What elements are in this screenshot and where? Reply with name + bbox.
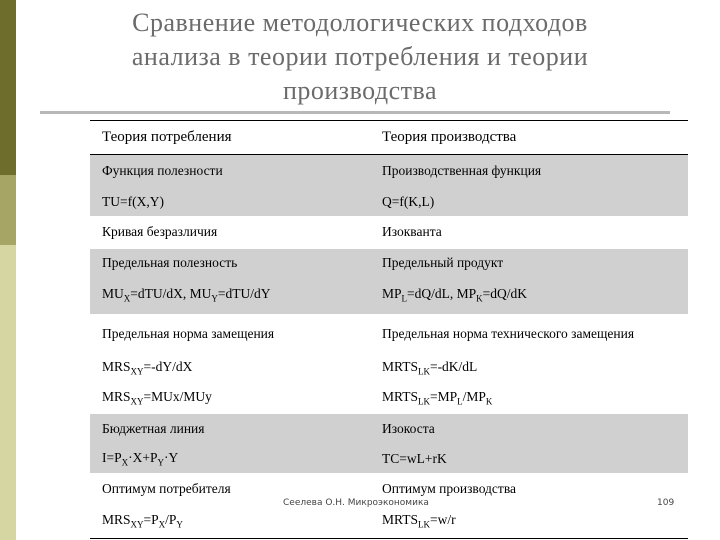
table-row (90, 382, 688, 414)
table-row (90, 505, 688, 539)
table-header-row (90, 121, 688, 155)
title-divider (40, 111, 670, 114)
sidebar-dark-block (0, 0, 16, 175)
table-row (90, 414, 688, 445)
page-number: 109 (657, 498, 675, 508)
cell-consumption: Предельная полезность (90, 249, 370, 277)
cell-consumption: $MRS_{XY}=MUx$/MUy (102, 388, 212, 407)
cell-production: $MRTS_{LK}=MP_L/MP_K$ (382, 388, 493, 407)
cell-consumption: Кривая безразличия (102, 224, 218, 239)
cell-production: Оптимум производства (382, 480, 517, 496)
slide-title (40, 6, 680, 108)
comparison-table (90, 120, 688, 539)
cell-consumption: $MU_X=dTU/dX$, $MU_Y=dTU/dY$ (90, 277, 370, 314)
cell-production: Изокоста (370, 414, 688, 445)
cell-production: $MP_L=dQ/dL$, $MP_K=dQ/dK$ (370, 277, 688, 314)
cell-production: TC=wL+rK (370, 445, 688, 473)
table-row (90, 354, 688, 382)
cell-production: Производственная функция (370, 155, 688, 188)
cell-consumption: $MRS_{XY}=P_X/P_Y$ (90, 505, 370, 539)
cell-consumption: Функция полезности (90, 155, 370, 188)
table-row (90, 216, 688, 249)
cell-consumption: TU=f(X,Y) (90, 188, 370, 216)
table-row (90, 249, 688, 277)
header-consumption: Теория потребления (90, 121, 370, 155)
cell-consumption: Бюджетная линия (90, 414, 370, 445)
cell-consumption: Оптимум потребителя (102, 480, 231, 496)
cell-production: Q=f(K,L) (370, 188, 688, 216)
cell-production: Предельная норма технического замещения (382, 325, 635, 341)
title-line-1: Сравнение методологических подходов (132, 8, 588, 37)
cell-consumption: $MRS_{XY}=-dY/dX$ (102, 358, 193, 377)
table-row (90, 277, 688, 314)
cell-production: $MRTS_{LK}=w/r$ (370, 505, 688, 539)
cell-consumption: Предельная норма замещения (102, 325, 275, 341)
table-row (90, 445, 688, 473)
sidebar-accent-block (0, 175, 16, 245)
table-row (90, 314, 688, 354)
cell-production: $MRTS_{LK}=-dK/dL$ (382, 358, 478, 377)
footer-author: Сеелева О.Н. Микроэкономика (283, 498, 429, 508)
cell-consumption: $I=P_X\cdot X+P_Y\cdot Y$ (90, 445, 370, 473)
title-line-2: анализа в теории потребления и теории (131, 42, 589, 71)
header-production: Теория производства (370, 121, 688, 155)
table-row (90, 155, 688, 188)
cell-production: Изокванта (382, 224, 442, 239)
table-row (90, 188, 688, 216)
cell-production: Предельный продукт (370, 249, 688, 277)
title-line-3: производства (282, 76, 438, 105)
